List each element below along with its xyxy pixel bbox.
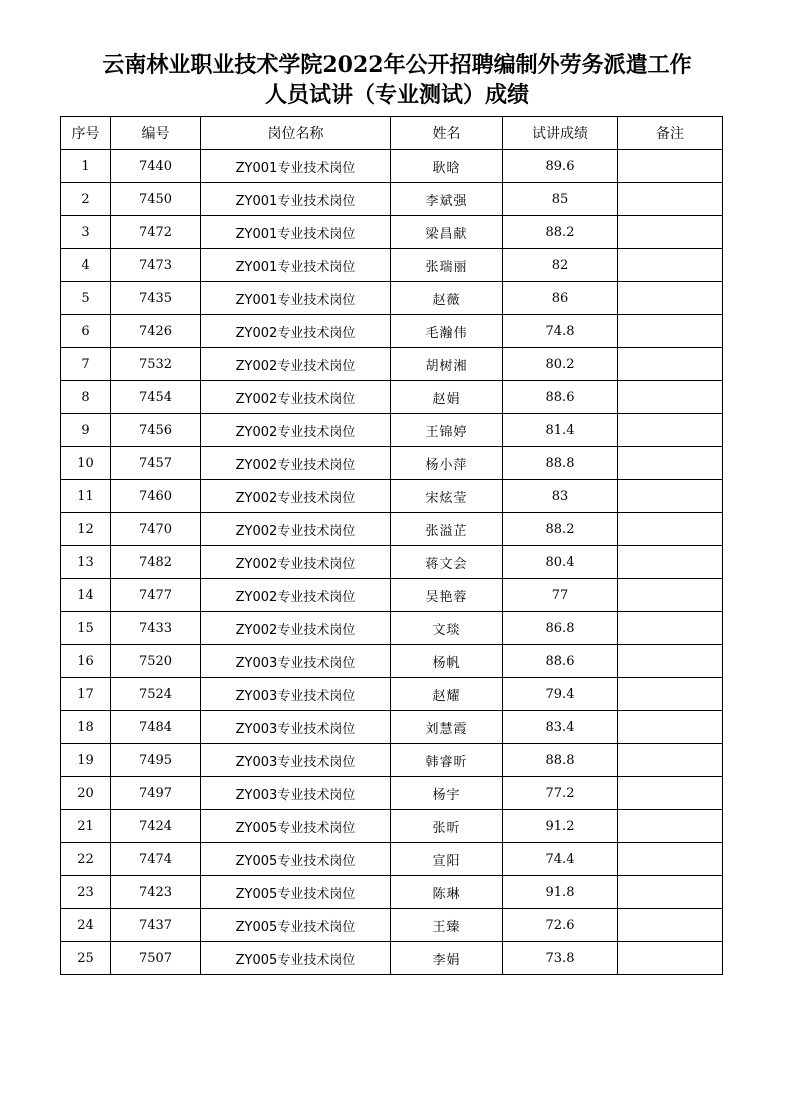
cell-seq: 22 bbox=[61, 843, 111, 876]
cell-name: 宣阳 bbox=[391, 843, 503, 876]
table-row bbox=[61, 579, 723, 612]
table-row bbox=[61, 711, 723, 744]
table-row bbox=[61, 414, 723, 447]
cell-note bbox=[618, 942, 723, 975]
table-row bbox=[61, 183, 723, 216]
cell-name: 赵耀 bbox=[391, 678, 503, 711]
cell-id: 7450 bbox=[111, 183, 201, 216]
cell-post: ZY002专业技术岗位 bbox=[201, 348, 391, 381]
cell-id: 7474 bbox=[111, 843, 201, 876]
cell-note bbox=[618, 645, 723, 678]
table-row bbox=[61, 249, 723, 282]
cell-note bbox=[618, 381, 723, 414]
cell-score: 83 bbox=[503, 480, 618, 513]
table-row bbox=[61, 942, 723, 975]
table-row bbox=[61, 216, 723, 249]
cell-name: 毛瀚伟 bbox=[391, 315, 503, 348]
cell-note bbox=[618, 909, 723, 942]
table-row bbox=[61, 348, 723, 381]
table-row bbox=[61, 843, 723, 876]
cell-name: 陈琳 bbox=[391, 876, 503, 909]
cell-name: 宋炫莹 bbox=[391, 480, 503, 513]
cell-seq: 16 bbox=[61, 645, 111, 678]
cell-score: 88.6 bbox=[503, 645, 618, 678]
cell-score: 86.8 bbox=[503, 612, 618, 645]
header-post: 岗位名称 bbox=[201, 117, 391, 150]
table-row bbox=[61, 480, 723, 513]
cell-id: 7457 bbox=[111, 447, 201, 480]
cell-note bbox=[618, 447, 723, 480]
cell-note bbox=[618, 249, 723, 282]
cell-seq: 6 bbox=[61, 315, 111, 348]
cell-post: ZY003专业技术岗位 bbox=[201, 777, 391, 810]
cell-post: ZY001专业技术岗位 bbox=[201, 150, 391, 183]
cell-id: 7482 bbox=[111, 546, 201, 579]
cell-seq: 10 bbox=[61, 447, 111, 480]
cell-post: ZY001专业技术岗位 bbox=[201, 282, 391, 315]
cell-seq: 14 bbox=[61, 579, 111, 612]
header-seq: 序号 bbox=[61, 117, 111, 150]
cell-score: 80.2 bbox=[503, 348, 618, 381]
cell-post: ZY002专业技术岗位 bbox=[201, 546, 391, 579]
cell-score: 82 bbox=[503, 249, 618, 282]
cell-seq: 19 bbox=[61, 744, 111, 777]
header-score: 试讲成绩 bbox=[503, 117, 618, 150]
cell-id: 7460 bbox=[111, 480, 201, 513]
cell-note bbox=[618, 414, 723, 447]
cell-score: 74.8 bbox=[503, 315, 618, 348]
cell-score: 86 bbox=[503, 282, 618, 315]
cell-seq: 12 bbox=[61, 513, 111, 546]
cell-seq: 1 bbox=[61, 150, 111, 183]
cell-post: ZY001专业技术岗位 bbox=[201, 249, 391, 282]
cell-name: 李娟 bbox=[391, 942, 503, 975]
cell-id: 7507 bbox=[111, 942, 201, 975]
table-row bbox=[61, 909, 723, 942]
table-row bbox=[61, 150, 723, 183]
cell-seq: 23 bbox=[61, 876, 111, 909]
cell-score: 89.6 bbox=[503, 150, 618, 183]
cell-seq: 13 bbox=[61, 546, 111, 579]
cell-seq: 17 bbox=[61, 678, 111, 711]
cell-note bbox=[618, 777, 723, 810]
cell-note bbox=[618, 810, 723, 843]
cell-seq: 3 bbox=[61, 216, 111, 249]
cell-seq: 5 bbox=[61, 282, 111, 315]
cell-seq: 8 bbox=[61, 381, 111, 414]
cell-post: ZY003专业技术岗位 bbox=[201, 744, 391, 777]
cell-id: 7424 bbox=[111, 810, 201, 843]
cell-name: 杨宇 bbox=[391, 777, 503, 810]
cell-post: ZY003专业技术岗位 bbox=[201, 678, 391, 711]
cell-score: 88.6 bbox=[503, 381, 618, 414]
cell-score: 91.2 bbox=[503, 810, 618, 843]
table-row bbox=[61, 876, 723, 909]
cell-score: 80.4 bbox=[503, 546, 618, 579]
cell-name: 刘慧霞 bbox=[391, 711, 503, 744]
cell-id: 7484 bbox=[111, 711, 201, 744]
header-note: 备注 bbox=[618, 117, 723, 150]
cell-name: 吴艳蓉 bbox=[391, 579, 503, 612]
table-row bbox=[61, 513, 723, 546]
score-table bbox=[60, 116, 723, 975]
cell-note bbox=[618, 282, 723, 315]
cell-post: ZY005专业技术岗位 bbox=[201, 876, 391, 909]
cell-post: ZY002专业技术岗位 bbox=[201, 579, 391, 612]
cell-name: 张昕 bbox=[391, 810, 503, 843]
cell-name: 赵薇 bbox=[391, 282, 503, 315]
cell-note bbox=[618, 744, 723, 777]
cell-note bbox=[618, 183, 723, 216]
cell-post: ZY005专业技术岗位 bbox=[201, 843, 391, 876]
cell-post: ZY002专业技术岗位 bbox=[201, 315, 391, 348]
cell-note bbox=[618, 513, 723, 546]
cell-name: 韩睿昕 bbox=[391, 744, 503, 777]
cell-score: 88.2 bbox=[503, 513, 618, 546]
cell-name: 文琰 bbox=[391, 612, 503, 645]
cell-note bbox=[618, 216, 723, 249]
cell-note bbox=[618, 348, 723, 381]
table-row bbox=[61, 777, 723, 810]
cell-name: 王臻 bbox=[391, 909, 503, 942]
cell-name: 耿晗 bbox=[391, 150, 503, 183]
cell-name: 张瑞丽 bbox=[391, 249, 503, 282]
cell-post: ZY002专业技术岗位 bbox=[201, 480, 391, 513]
cell-seq: 25 bbox=[61, 942, 111, 975]
cell-post: ZY005专业技术岗位 bbox=[201, 942, 391, 975]
cell-score: 85 bbox=[503, 183, 618, 216]
cell-post: ZY002专业技术岗位 bbox=[201, 447, 391, 480]
cell-name: 杨小萍 bbox=[391, 447, 503, 480]
cell-name: 杨帆 bbox=[391, 645, 503, 678]
cell-score: 72.6 bbox=[503, 909, 618, 942]
cell-note bbox=[618, 711, 723, 744]
cell-seq: 18 bbox=[61, 711, 111, 744]
table-row bbox=[61, 744, 723, 777]
header-id: 编号 bbox=[111, 117, 201, 150]
cell-id: 7473 bbox=[111, 249, 201, 282]
cell-score: 77.2 bbox=[503, 777, 618, 810]
cell-seq: 2 bbox=[61, 183, 111, 216]
cell-id: 7495 bbox=[111, 744, 201, 777]
cell-id: 7472 bbox=[111, 216, 201, 249]
cell-id: 7497 bbox=[111, 777, 201, 810]
cell-name: 蒋文会 bbox=[391, 546, 503, 579]
cell-note bbox=[618, 150, 723, 183]
cell-name: 梁昌献 bbox=[391, 216, 503, 249]
cell-score: 88.2 bbox=[503, 216, 618, 249]
cell-id: 7477 bbox=[111, 579, 201, 612]
cell-score: 77 bbox=[503, 579, 618, 612]
cell-post: ZY002专业技术岗位 bbox=[201, 612, 391, 645]
table-row bbox=[61, 645, 723, 678]
cell-score: 88.8 bbox=[503, 447, 618, 480]
cell-name: 李斌强 bbox=[391, 183, 503, 216]
cell-id: 7437 bbox=[111, 909, 201, 942]
cell-score: 73.8 bbox=[503, 942, 618, 975]
cell-post: ZY003专业技术岗位 bbox=[201, 645, 391, 678]
cell-seq: 15 bbox=[61, 612, 111, 645]
cell-note bbox=[618, 678, 723, 711]
table-row bbox=[61, 810, 723, 843]
cell-note bbox=[618, 612, 723, 645]
cell-name: 赵娟 bbox=[391, 381, 503, 414]
cell-seq: 11 bbox=[61, 480, 111, 513]
header-name: 姓名 bbox=[391, 117, 503, 150]
cell-score: 91.8 bbox=[503, 876, 618, 909]
table-row bbox=[61, 678, 723, 711]
cell-note bbox=[618, 546, 723, 579]
cell-id: 7423 bbox=[111, 876, 201, 909]
cell-score: 79.4 bbox=[503, 678, 618, 711]
table-row bbox=[61, 612, 723, 645]
cell-post: ZY003专业技术岗位 bbox=[201, 711, 391, 744]
table-header-row bbox=[61, 117, 723, 150]
title-line-1: 云南林业职业技术学院2022年公开招聘编制外劳务派遣工作 bbox=[102, 52, 692, 78]
cell-note bbox=[618, 480, 723, 513]
cell-name: 胡树湘 bbox=[391, 348, 503, 381]
cell-seq: 4 bbox=[61, 249, 111, 282]
cell-score: 81.4 bbox=[503, 414, 618, 447]
cell-seq: 7 bbox=[61, 348, 111, 381]
cell-id: 7456 bbox=[111, 414, 201, 447]
table-row bbox=[61, 315, 723, 348]
cell-note bbox=[618, 315, 723, 348]
cell-id: 7470 bbox=[111, 513, 201, 546]
cell-id: 7454 bbox=[111, 381, 201, 414]
cell-seq: 9 bbox=[61, 414, 111, 447]
cell-post: ZY002专业技术岗位 bbox=[201, 381, 391, 414]
table-row bbox=[61, 282, 723, 315]
title-line-2: 人员试讲（专业测试）成绩 bbox=[264, 82, 529, 108]
cell-id: 7440 bbox=[111, 150, 201, 183]
cell-seq: 21 bbox=[61, 810, 111, 843]
cell-post: ZY005专业技术岗位 bbox=[201, 810, 391, 843]
document-title bbox=[0, 50, 794, 110]
cell-post: ZY001专业技术岗位 bbox=[201, 183, 391, 216]
cell-score: 74.4 bbox=[503, 843, 618, 876]
cell-id: 7532 bbox=[111, 348, 201, 381]
cell-name: 张溢芷 bbox=[391, 513, 503, 546]
cell-id: 7426 bbox=[111, 315, 201, 348]
cell-score: 83.4 bbox=[503, 711, 618, 744]
table-body bbox=[61, 150, 723, 975]
cell-post: ZY005专业技术岗位 bbox=[201, 909, 391, 942]
cell-note bbox=[618, 876, 723, 909]
cell-post: ZY002专业技术岗位 bbox=[201, 414, 391, 447]
table-row bbox=[61, 381, 723, 414]
cell-note bbox=[618, 579, 723, 612]
table-row bbox=[61, 546, 723, 579]
cell-post: ZY001专业技术岗位 bbox=[201, 216, 391, 249]
table-row bbox=[61, 447, 723, 480]
cell-note bbox=[618, 843, 723, 876]
cell-seq: 20 bbox=[61, 777, 111, 810]
cell-id: 7433 bbox=[111, 612, 201, 645]
cell-post: ZY002专业技术岗位 bbox=[201, 513, 391, 546]
cell-name: 王锦婷 bbox=[391, 414, 503, 447]
cell-id: 7524 bbox=[111, 678, 201, 711]
cell-seq: 24 bbox=[61, 909, 111, 942]
cell-id: 7435 bbox=[111, 282, 201, 315]
cell-id: 7520 bbox=[111, 645, 201, 678]
cell-score: 88.8 bbox=[503, 744, 618, 777]
